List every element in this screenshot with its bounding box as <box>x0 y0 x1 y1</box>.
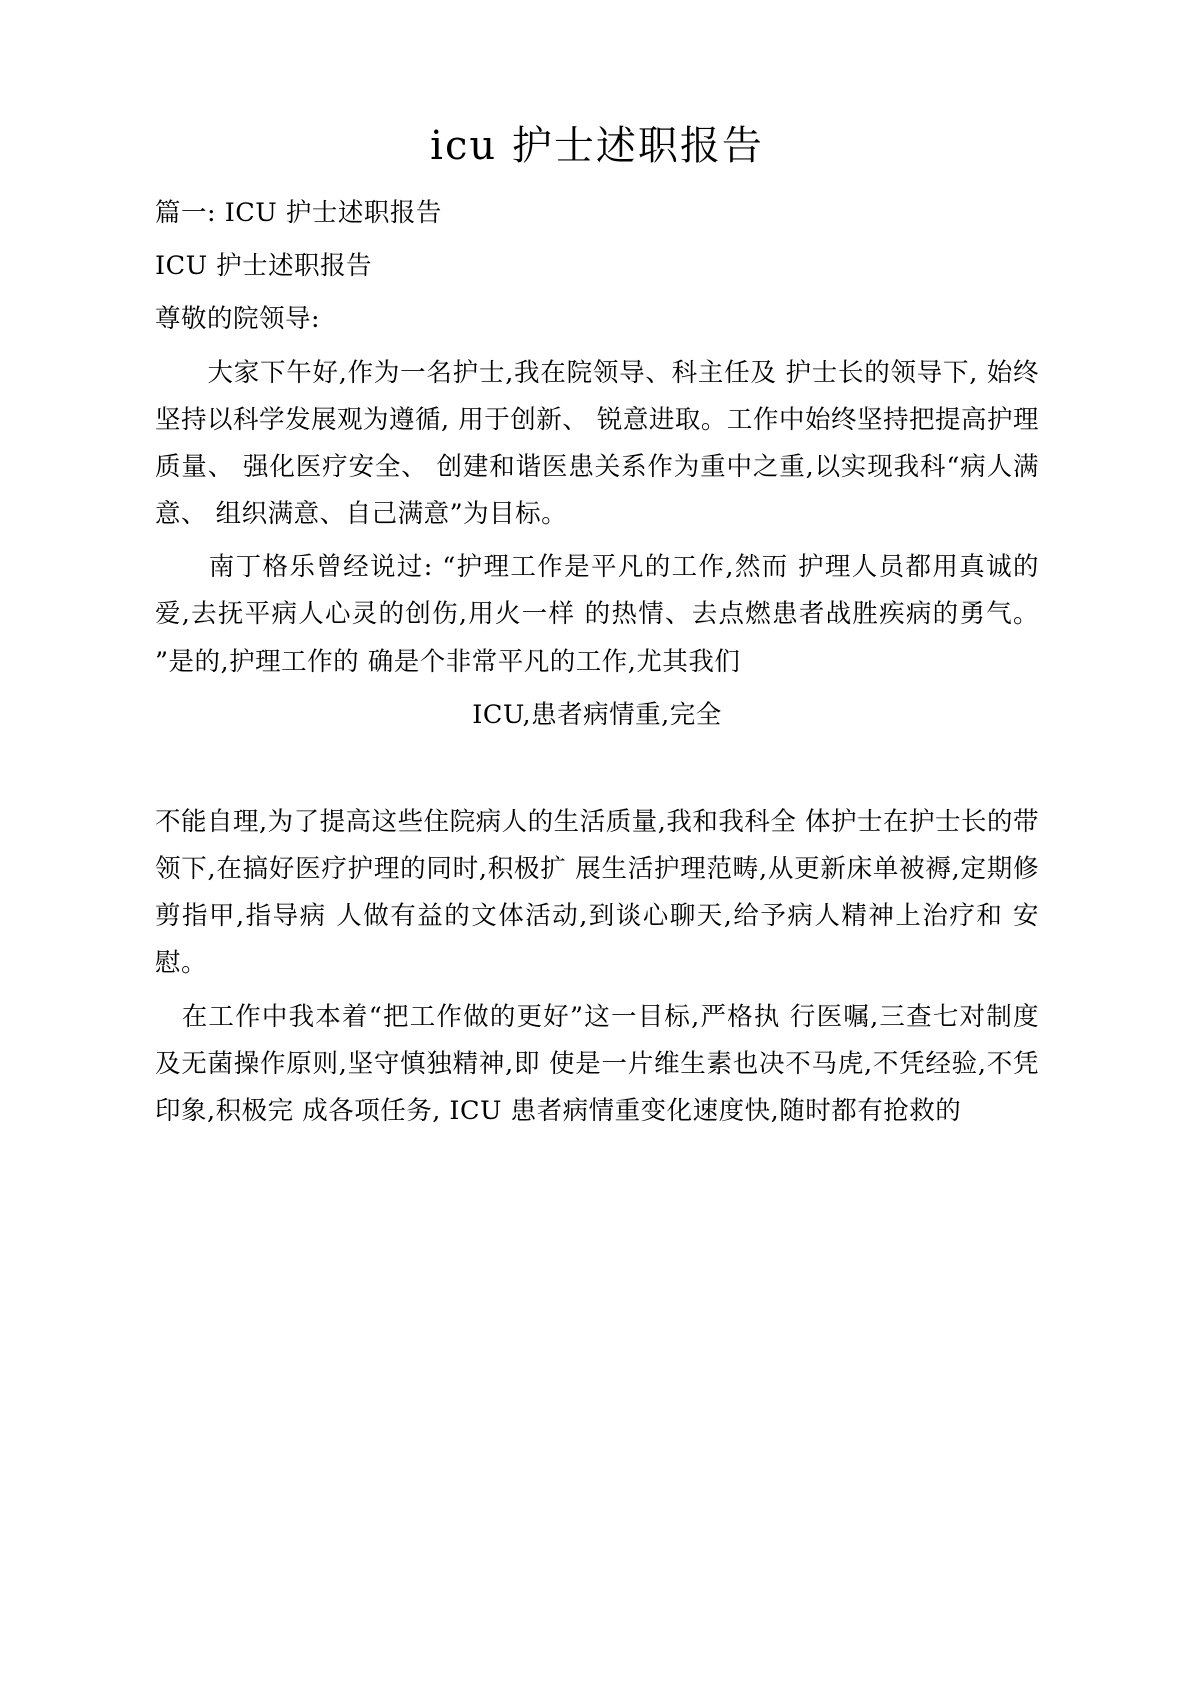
paragraph-subtitle: ICU 护士述职报告 <box>155 251 373 282</box>
paragraph-work-attitude: 在工作中我本着“把工作做的更好”这一目标,严格执 行医嘱,三查七对制度及无菌操作原则,坚守慎独精神,即 使是一片维生素也决不马虎,不凭经验,不凭印象,积极完 成各项任务, ICU 患者病情重变化速度快,随时都有抢救的 <box>155 1001 1039 1126</box>
paragraph-gap <box>155 745 1039 799</box>
paragraph-icu-fragment: ICU,患者病情重,完全 <box>472 699 722 730</box>
paragraph-care-scope: 不能自理,为了提高这些住院病人的生活质量,我和我科全 体护士在护士长的带领下,在搞好医疗护理的同时,积极扩 展生活护理范畴,从更新床单被褥,定期修剪指甲,指导病 人做有益的文体活动,到谈心聊天,给予病人精神上治疗和 安慰。 <box>155 806 1039 979</box>
paragraph-salutation: 尊敬的院领导: <box>155 304 321 335</box>
paragraph-opening: 大家下午好,作为一名护士,我在院领导、科主任及 护士长的领导下, 始终坚持以科学发展观为遵循, 用于创新、 锐意进取。工作中始终坚持把提高护理质量、 强化医疗安全、 创建和谐医患关系作为重中之重,以实现我科“病人满意、 组织满意、自己满意”为目标。 <box>155 357 1039 530</box>
paragraph-section-heading: 篇一: ICU 护士述职报告 <box>155 198 442 228</box>
paragraph-quote: 南丁格乐曾经说过: “护理工作是平凡的工作,然而 护理人员都用真诚的爱,去抚平病人心灵的创伤,用火一样 的热情、去点燃患者战胜疾病的勇气。 ”是的,护理工作的 确是个非常平凡的工作,尤其我们 <box>155 552 1039 677</box>
page-title: icu 护士述职报告 <box>430 123 764 169</box>
